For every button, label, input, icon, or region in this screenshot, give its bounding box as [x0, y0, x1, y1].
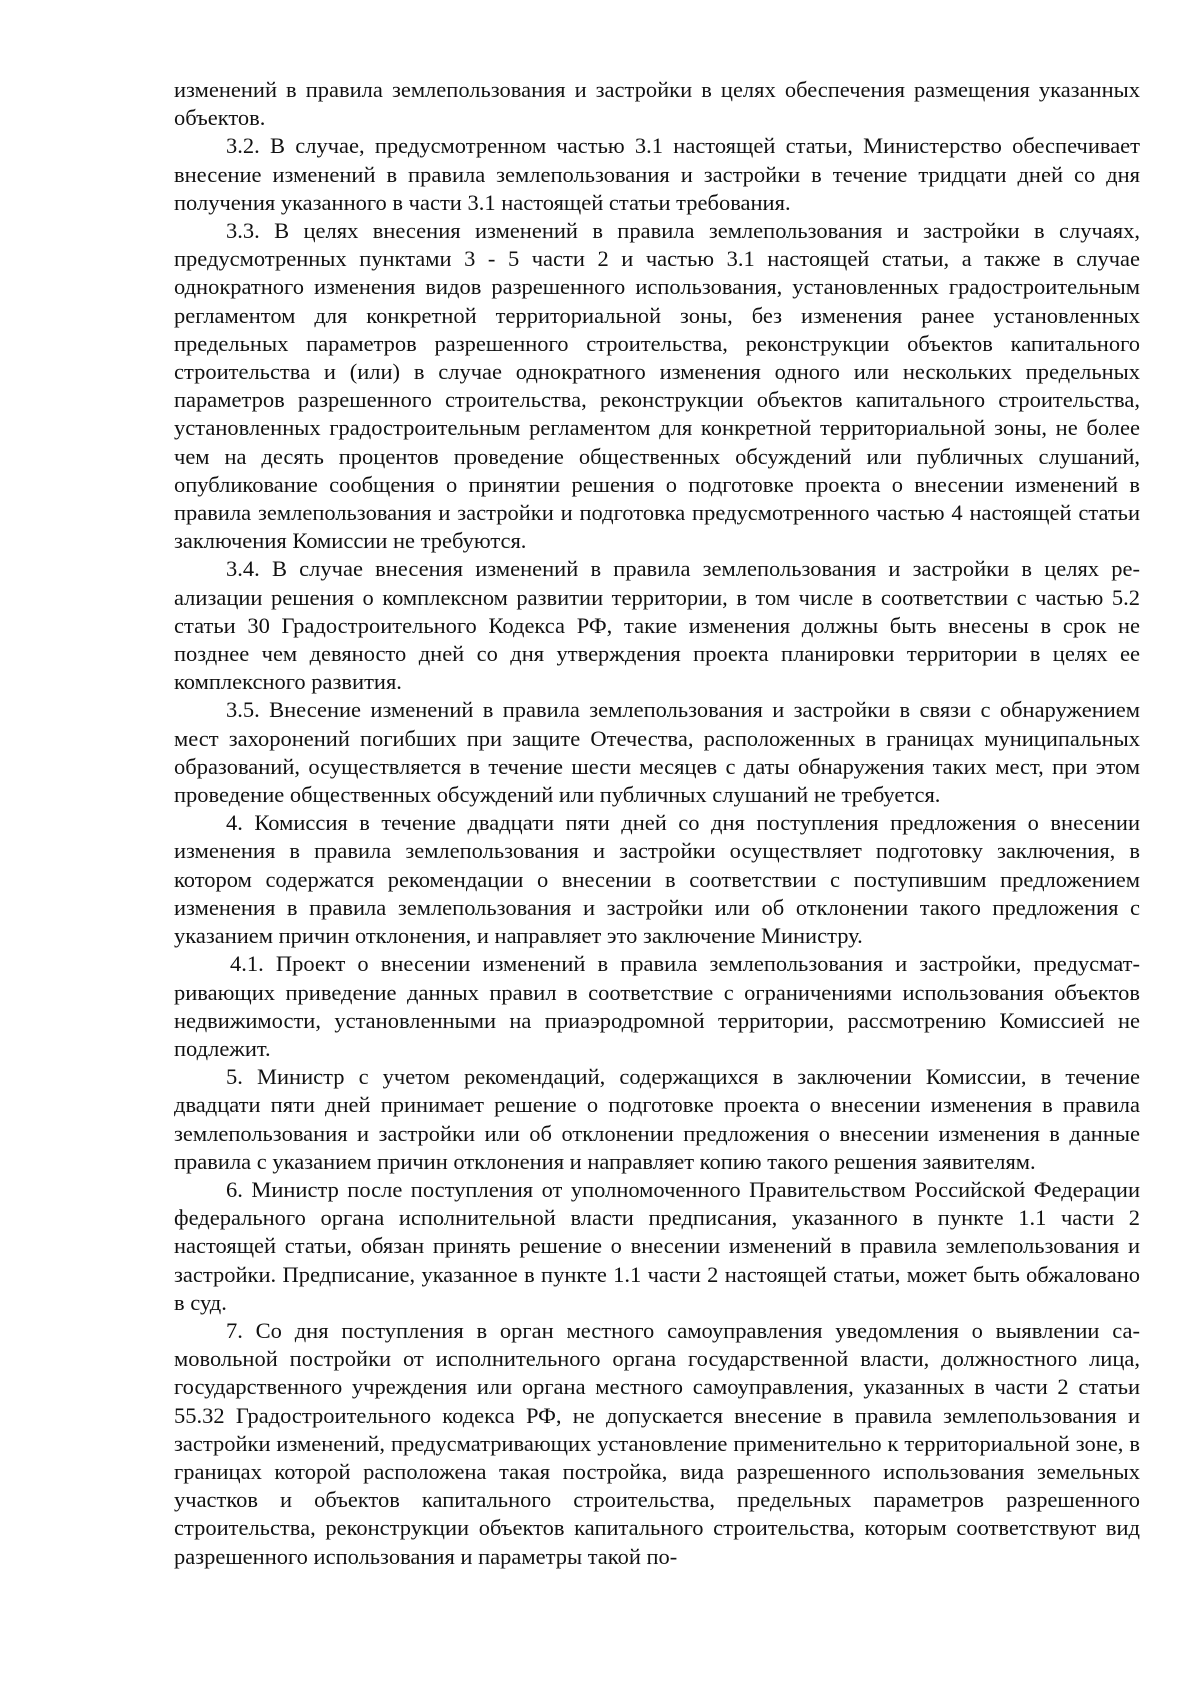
paragraph-7: 7. Со дня поступления в орган местного самоуправления уведомления о выявлении самовольной постройки от исполнительного органа государственной власти, должностного лица, государственного учреждения или органа местного самоуправления, указанных в части 2 статьи 55.32 Градостроительного кодекса РФ, не допускается внесение в правила землепользования и застройки изменений, предусматривающих установление применительно к территориальной зоне, в границах которой расположена такая постройка, вида разрешенного использования земельных участков и объектов капитального строительства, предельных параметров разрешенного строительства, реконструкции объектов капитального строительства, которым соответствуют вид разрешенного использования и параметры такой по-: [174, 1317, 1140, 1569]
paragraph-3-4: 3.4. В случае внесения изменений в правила землепользования и застройки в целях реализации решения о комплексном развитии территории, в том числе в соответствии с частью 5.2 статьи 30 Градостроительного Кодекса РФ, такие изменения должны быть внесены в срок не позднее чем девяносто дней со дня утверждения проекта планировки территории в целях ее комплексного развития.: [174, 556, 1140, 695]
paragraph-4-1: 4.1. Проект о внесении изменений в правила землепользования и застройки, предусматривающих приведение данных правил в соответствие с ограничениями использования объектов недвижимости, установленными на приаэродромной территории, рассмотрению Комиссией не подлежит.: [174, 951, 1140, 1061]
paragraph-6: 6. Министр после поступления от уполномоченного Правительством Российской Федерации федерального органа исполнительной власти предписания, указанного в пункте 1.1 части 2 настоящей статьи, обязан принять решение о внесении изменений в правила землепользования и застройки. Предписание, указанное в пункте 1.1 части 2 настоящей статьи, может быть обжаловано в суд.: [174, 1176, 1140, 1315]
paragraph-continuation: изменений в правила землепользования и застройки в целях обеспечения размещения указанных объектов.: [174, 77, 1140, 131]
paragraph-3-5: 3.5. Внесение изменений в правила землепользования и застройки в связи с обнаружением мест захоронений погибших при защите Отечества, расположенных в границах муниципальных образований, осуществляется в течение шести месяцев с даты обнаружения таких мест, при этом проведение общественных обсуждений или публичных слушаний не требуется.: [174, 697, 1140, 808]
paragraph-3-3: 3.3. В целях внесения изменений в правила землепользования и застройки в случаях, предусмотренных пунктами 3 - 5 части 2 и частью 3.1 настоящей статьи, а также в случае однократного изменения видов разрешенного использования, установленных градостроительным регламентом для конкретной территориальной зоны, без изменения ранее установленных предельных параметров разрешенного строительства, реконструкции объектов капитального строительства и (или) в случае однократного изменения одного или нескольких предельных параметров разрешенного строительства, реконструкции объектов капитального строительства, установленных градостроительным регламентом для конкретной территориальной зоны, не более чем на десять процентов проведение общественных обсуждений или публичных слушаний, опубликование сообщения о принятии решения о подготовке проекта о внесении изменений в правила землепользования и застройки и подготовка предусмотренного частью 4 настоящей статьи заключения Комиссии не требуются.: [174, 218, 1140, 554]
document-page: [174, 76, 1140, 1571]
paragraph-5: 5. Министр с учетом рекомендаций, содержащихся в заключении Комиссии, в течение двадцати пяти дней принимает решение о подготовке проекта о внесении изменения в правила землепользования и застройки или об отклонении предложения о внесении изменения в данные правила с указанием причин отклонения и направляет копию такого решения заявителям.: [174, 1064, 1140, 1174]
paragraph-3-2: 3.2. В случае, предусмотренном частью 3.1 настоящей статьи, Министерство обеспечивает внесение изменений в правила землепользования и застройки в течение тридцати дней со дня получения указанного в части 3.1 настоящей статьи требования.: [174, 133, 1140, 215]
paragraph-4: 4. Комиссия в течение двадцати пяти дней со дня поступления предложения о внесении изменения в правила землепользования и застройки осуществляет подготовку заключения, в котором содержатся рекомендации о внесении в соответствии с поступившим предложением изменения в правила землепользования и застройки или об отклонении такого предложения с указанием причин отклонения, и направляет это заключение Министру.: [174, 810, 1140, 949]
